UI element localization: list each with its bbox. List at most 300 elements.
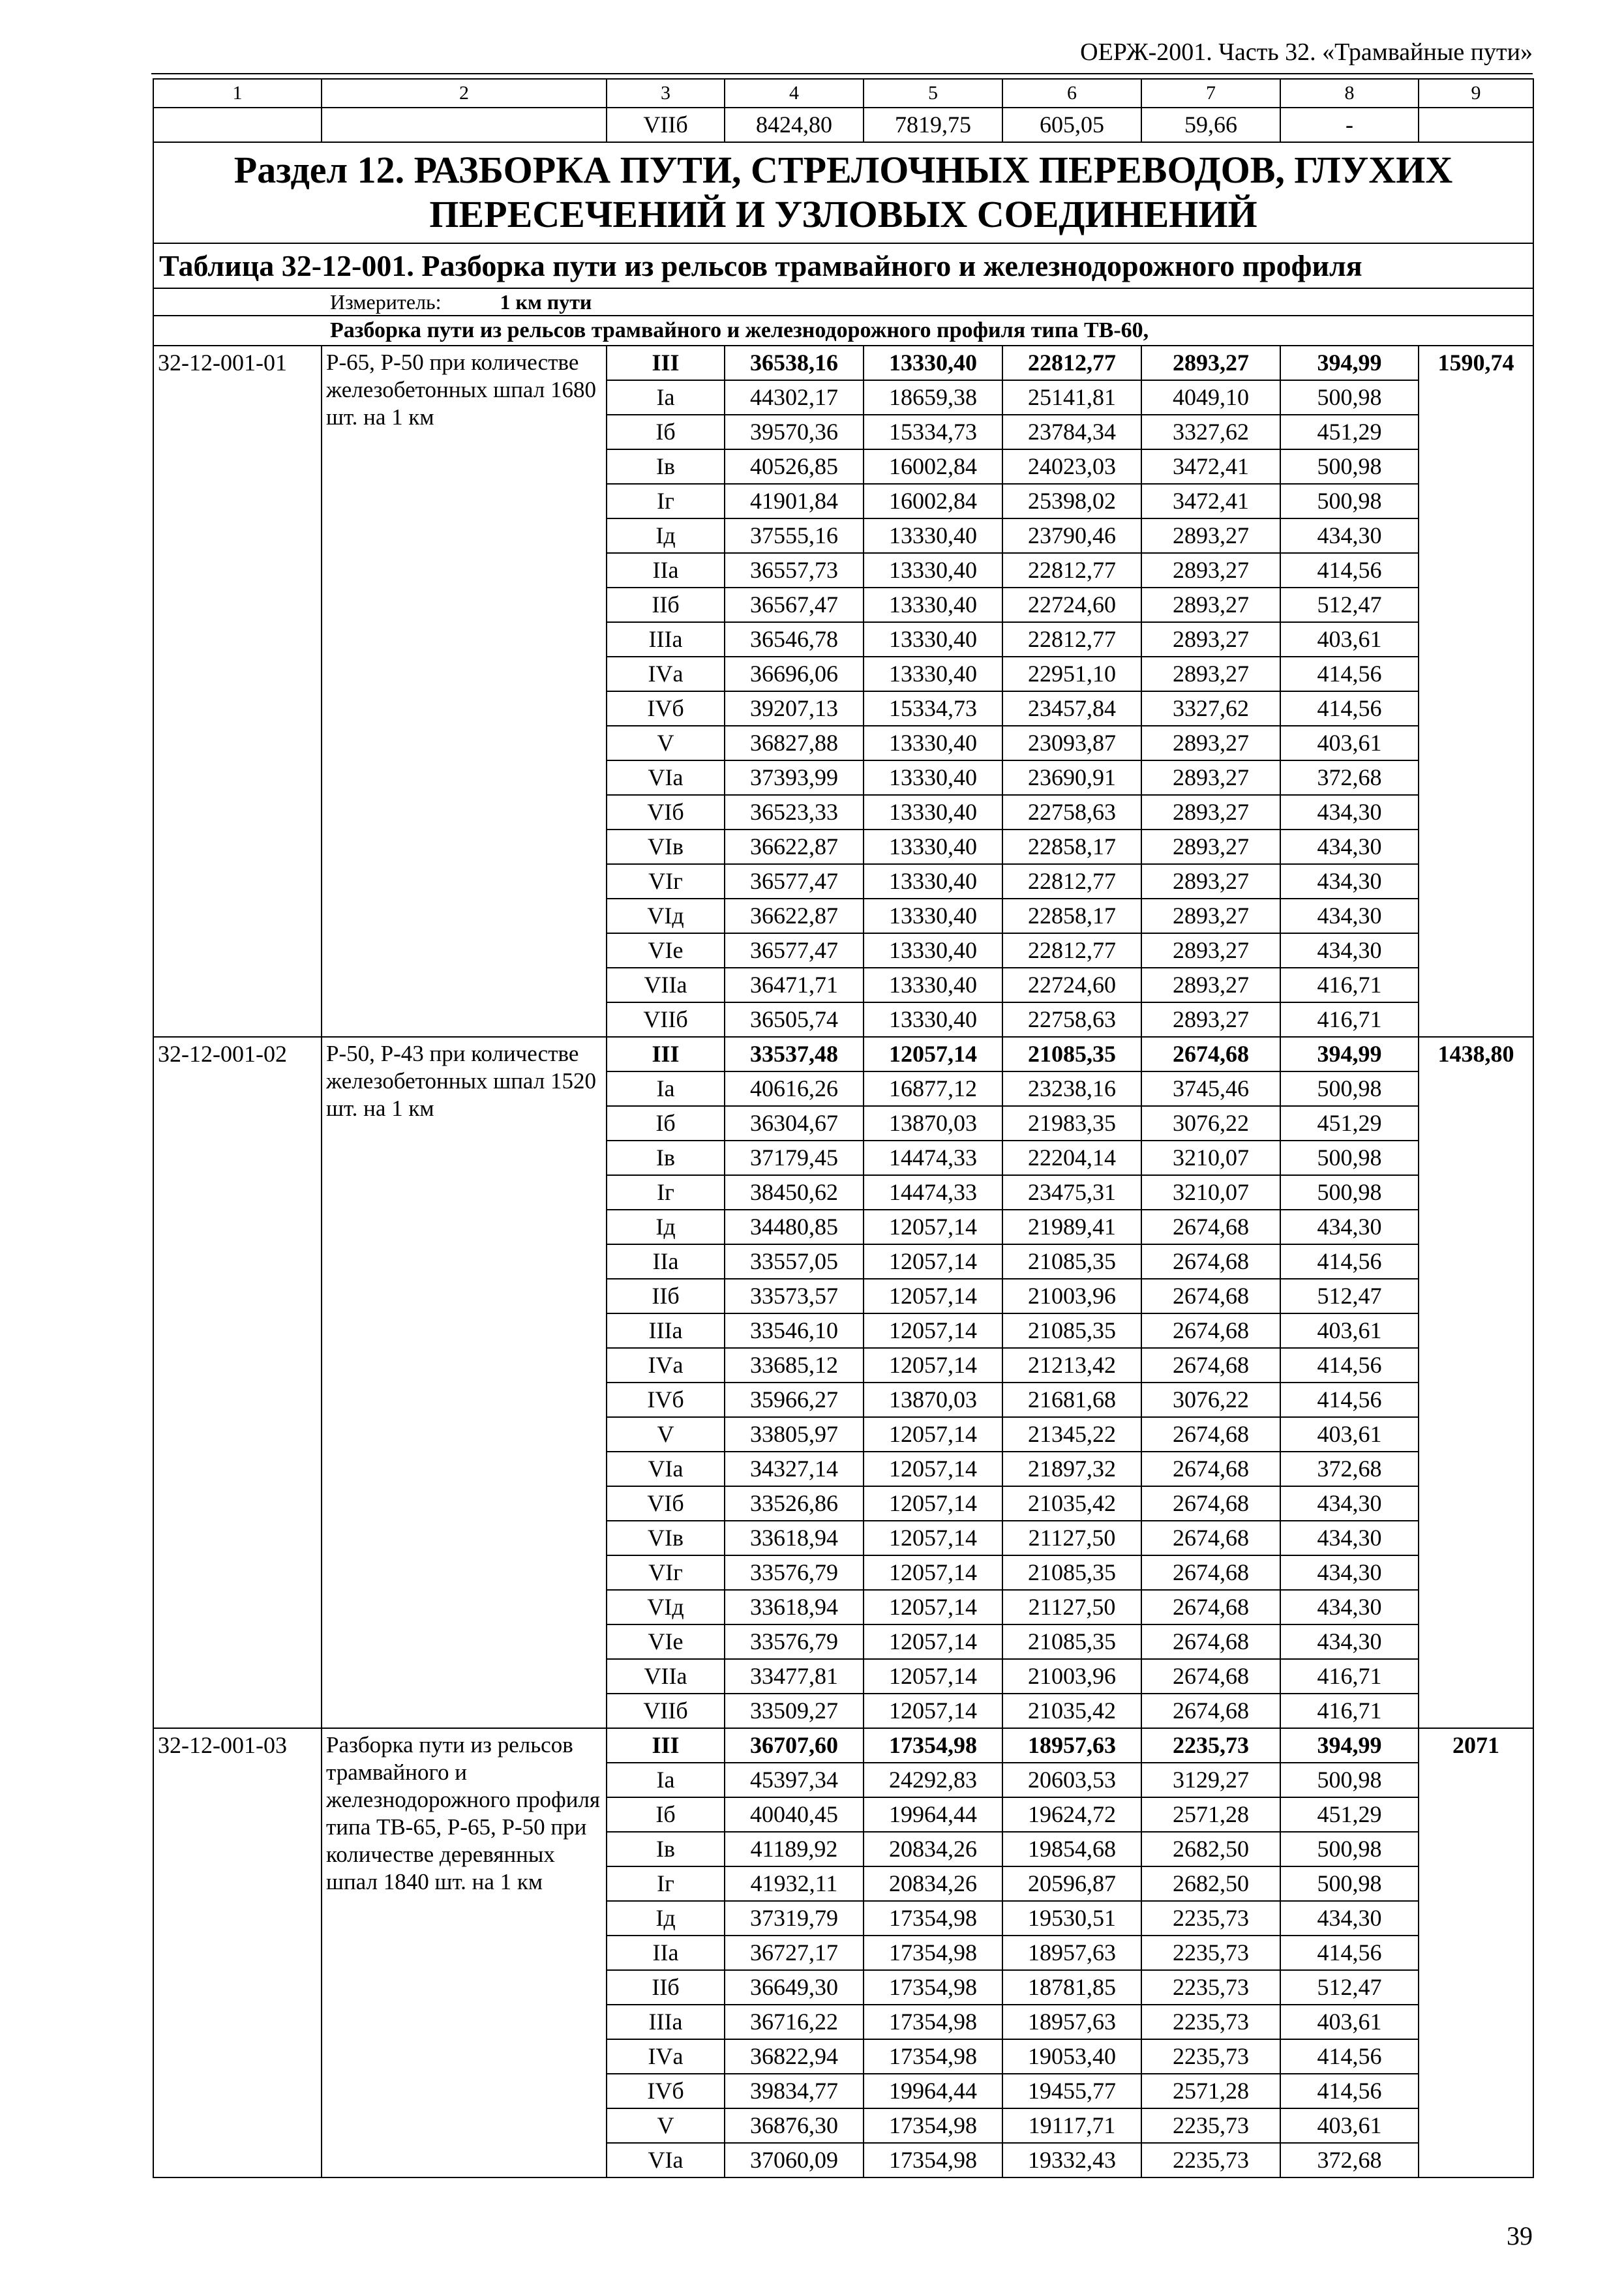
- value-cell: 13330,40: [864, 726, 1002, 760]
- value-cell: 13330,40: [864, 588, 1002, 622]
- value-cell: 2893,27: [1141, 588, 1280, 622]
- zone-cell: IIIа: [607, 1313, 725, 1348]
- value-cell: 2893,27: [1141, 553, 1280, 588]
- value-cell: 35966,27: [725, 1383, 864, 1417]
- value-cell: 21003,96: [1002, 1279, 1141, 1313]
- value-cell: 14474,33: [864, 1175, 1002, 1210]
- value-cell: 36538,16: [725, 346, 864, 380]
- value-cell: 3076,22: [1141, 1383, 1280, 1417]
- value-cell: 2674,68: [1141, 1037, 1280, 1071]
- value-cell: 13330,40: [864, 899, 1002, 933]
- value-cell: 36471,71: [725, 968, 864, 1002]
- value-cell: 13330,40: [864, 346, 1002, 380]
- value-cell: 434,30: [1280, 899, 1419, 933]
- value-cell: 19117,71: [1002, 2108, 1141, 2143]
- value-cell: 37393,99: [725, 760, 864, 795]
- value-cell: 12057,14: [864, 1486, 1002, 1521]
- value-cell: 2674,68: [1141, 1694, 1280, 1728]
- value-cell: 12057,14: [864, 1244, 1002, 1279]
- value-cell: 18781,85: [1002, 1970, 1141, 2005]
- value-cell: 34480,85: [725, 1210, 864, 1244]
- value-cell: 434,30: [1280, 795, 1419, 830]
- value-cell: 19964,44: [864, 1797, 1002, 1832]
- value-cell: 2893,27: [1141, 622, 1280, 657]
- table-title-row: [153, 243, 1533, 288]
- zone-cell: Iб: [607, 1797, 725, 1832]
- zone-cell: VIг: [607, 864, 725, 899]
- value-cell: 394,99: [1280, 1037, 1419, 1071]
- zone-cell: VIд: [607, 1590, 725, 1624]
- value-cell: 2682,50: [1141, 1866, 1280, 1901]
- rate-description: Р-50, Р-43 при количестве железобетонных шпал 1520 шт. на 1 км: [322, 1037, 607, 1728]
- value-cell: 2893,27: [1141, 864, 1280, 899]
- value-cell: 36716,22: [725, 2005, 864, 2039]
- value-cell: 33537,48: [725, 1037, 864, 1071]
- rate-description: Разборка пути из рельсов трамвайного и железнодорожного профиля типа ТВ-65, Р-65, Р-50 при количестве деревянных шпал 1840 шт. на 1 км: [322, 1728, 607, 2177]
- meter: [153, 288, 1533, 316]
- zone-cell: VIIа: [607, 968, 725, 1002]
- value-cell: 605,05: [1002, 108, 1141, 142]
- value-cell: 500,98: [1280, 1763, 1419, 1797]
- value-cell: 16877,12: [864, 1071, 1002, 1106]
- value-cell: 500,98: [1280, 484, 1419, 518]
- zone-cell: Iд: [607, 1210, 725, 1244]
- meter-row: [153, 288, 1533, 316]
- value-cell: 414,56: [1280, 1936, 1419, 1970]
- value-cell: 451,29: [1280, 415, 1419, 449]
- zone-cell: Iв: [607, 1832, 725, 1866]
- rate-code: 32-12-001-03: [153, 1728, 322, 2177]
- value-cell: 512,47: [1280, 588, 1419, 622]
- value-cell: 21085,35: [1002, 1313, 1141, 1348]
- value-cell: 434,30: [1280, 1901, 1419, 1936]
- zone-cell: Iг: [607, 1175, 725, 1210]
- value-cell: 36577,47: [725, 864, 864, 899]
- value-cell: 403,61: [1280, 726, 1419, 760]
- table-row: [153, 346, 1533, 380]
- value-cell: 13330,40: [864, 657, 1002, 691]
- column-number: 7: [1141, 79, 1280, 108]
- value-cell: 36827,88: [725, 726, 864, 760]
- value-cell: 4049,10: [1141, 380, 1280, 415]
- value-cell: 2674,68: [1141, 1452, 1280, 1486]
- value-cell: 2674,68: [1141, 1348, 1280, 1383]
- value-cell: 16002,84: [864, 484, 1002, 518]
- zone-cell: VIд: [607, 899, 725, 933]
- zone-cell: Iб: [607, 1106, 725, 1141]
- value-cell: 414,56: [1280, 2039, 1419, 2074]
- zone-cell: Iд: [607, 518, 725, 553]
- previous-table-row: [153, 108, 1533, 142]
- value-cell: 39207,13: [725, 691, 864, 726]
- running-header: ОЕРЖ-2001. Часть 32. «Трамвайные пути»: [1080, 38, 1533, 66]
- value-cell: 36876,30: [725, 2108, 864, 2143]
- value-cell: 17354,98: [864, 2143, 1002, 2177]
- value-cell: 59,66: [1141, 108, 1280, 142]
- section-title-row: [153, 142, 1533, 243]
- zone-cell: IIб: [607, 1970, 725, 2005]
- value-cell: 34327,14: [725, 1452, 864, 1486]
- value-cell: 451,29: [1280, 1797, 1419, 1832]
- value-cell: 21983,35: [1002, 1106, 1141, 1141]
- value-cell: 36557,73: [725, 553, 864, 588]
- zone-cell: VIIб: [607, 1002, 725, 1037]
- zone-cell: VIа: [607, 2143, 725, 2177]
- zone-cell: IIа: [607, 1244, 725, 1279]
- value-cell: 3076,22: [1141, 1106, 1280, 1141]
- value-cell: 36523,33: [725, 795, 864, 830]
- value-cell: 21003,96: [1002, 1659, 1141, 1694]
- value-cell: 416,71: [1280, 1002, 1419, 1037]
- zone-cell: VIе: [607, 1624, 725, 1659]
- value-cell: 13330,40: [864, 830, 1002, 864]
- value-cell: 23238,16: [1002, 1071, 1141, 1106]
- value-cell: 12057,14: [864, 1417, 1002, 1452]
- column-number: 6: [1002, 79, 1141, 108]
- value-cell: [1419, 108, 1533, 142]
- value-cell: 2571,28: [1141, 2074, 1280, 2108]
- value-cell: 22812,77: [1002, 864, 1141, 899]
- value-cell: 414,56: [1280, 1348, 1419, 1383]
- value-cell: 2893,27: [1141, 346, 1280, 380]
- zone-cell: IIб: [607, 1279, 725, 1313]
- value-cell: 22858,17: [1002, 899, 1141, 933]
- zone-cell: IVб: [607, 691, 725, 726]
- value-cell: 2674,68: [1141, 1417, 1280, 1452]
- value-cell: 33576,79: [725, 1624, 864, 1659]
- value-cell: 414,56: [1280, 553, 1419, 588]
- zone-cell: IVа: [607, 2039, 725, 2074]
- value-cell: 36707,60: [725, 1728, 864, 1763]
- value-cell: 33546,10: [725, 1313, 864, 1348]
- value-cell: 21035,42: [1002, 1694, 1141, 1728]
- value-cell: 12057,14: [864, 1694, 1002, 1728]
- value-cell: 37179,45: [725, 1141, 864, 1175]
- value-cell: 41932,11: [725, 1866, 864, 1901]
- zone-cell: IVа: [607, 657, 725, 691]
- value-cell: 2674,68: [1141, 1624, 1280, 1659]
- zone-cell: Iа: [607, 380, 725, 415]
- value-cell: 12057,14: [864, 1037, 1002, 1071]
- zone-cell: Iб: [607, 415, 725, 449]
- value-cell: 434,30: [1280, 1590, 1419, 1624]
- value-cell: 22951,10: [1002, 657, 1141, 691]
- zone-cell: VIIб: [607, 108, 725, 142]
- value-cell: 403,61: [1280, 2108, 1419, 2143]
- value-cell: 500,98: [1280, 1832, 1419, 1866]
- value-cell: 21681,68: [1002, 1383, 1141, 1417]
- value-cell: 12057,14: [864, 1348, 1002, 1383]
- value-cell: 3210,07: [1141, 1141, 1280, 1175]
- value-cell: 22858,17: [1002, 830, 1141, 864]
- value-cell: 33509,27: [725, 1694, 864, 1728]
- zone-cell: V: [607, 1417, 725, 1452]
- zone-cell: VIв: [607, 1521, 725, 1555]
- meter-value: 1 км пути: [500, 290, 592, 314]
- value-cell: 500,98: [1280, 1175, 1419, 1210]
- value-cell: 21085,35: [1002, 1244, 1141, 1279]
- value-cell: 21085,35: [1002, 1037, 1141, 1071]
- value-cell: 3745,46: [1141, 1071, 1280, 1106]
- value-cell: 500,98: [1280, 380, 1419, 415]
- value-cell: 14474,33: [864, 1141, 1002, 1175]
- value-cell: 33805,97: [725, 1417, 864, 1452]
- value-cell: 33477,81: [725, 1659, 864, 1694]
- value-cell: 18957,63: [1002, 1728, 1141, 1763]
- zone-cell: VIв: [607, 830, 725, 864]
- value-cell: 24023,03: [1002, 449, 1141, 484]
- value-cell: 12057,14: [864, 1521, 1002, 1555]
- value-cell: 2893,27: [1141, 518, 1280, 553]
- value-cell: 22758,63: [1002, 1002, 1141, 1037]
- value-cell: 372,68: [1280, 1452, 1419, 1486]
- value-cell: 434,30: [1280, 1624, 1419, 1659]
- zone-cell: Iа: [607, 1763, 725, 1797]
- value-cell: 2674,68: [1141, 1210, 1280, 1244]
- value-cell: 22812,77: [1002, 346, 1141, 380]
- zone-cell: IVа: [607, 1348, 725, 1383]
- value-cell: 13330,40: [864, 933, 1002, 968]
- value-cell: 13330,40: [864, 864, 1002, 899]
- zone-cell: Iг: [607, 1866, 725, 1901]
- machinist-wages: 1438,80: [1419, 1037, 1533, 1728]
- value-cell: 33526,86: [725, 1486, 864, 1521]
- rate-code: 32-12-001-02: [153, 1037, 322, 1728]
- section-title: Раздел 12. РАЗБОРКА ПУТИ, СТРЕЛОЧНЫХ ПЕРЕВОДОВ, ГЛУХИХ ПЕРЕСЕЧЕНИЙ И УЗЛОВЫХ СОЕДИНЕНИЙ: [153, 142, 1533, 243]
- value-cell: 13330,40: [864, 795, 1002, 830]
- value-cell: 12057,14: [864, 1313, 1002, 1348]
- value-cell: 2674,68: [1141, 1521, 1280, 1555]
- value-cell: 414,56: [1280, 2074, 1419, 2108]
- column-number: 5: [864, 79, 1002, 108]
- value-cell: 8424,80: [725, 108, 864, 142]
- value-cell: 372,68: [1280, 2143, 1419, 2177]
- column-number: 4: [725, 79, 864, 108]
- value-cell: 33576,79: [725, 1555, 864, 1590]
- value-cell: 3129,27: [1141, 1763, 1280, 1797]
- value-cell: 40526,85: [725, 449, 864, 484]
- value-cell: 19624,72: [1002, 1797, 1141, 1832]
- value-cell: 39570,36: [725, 415, 864, 449]
- value-cell: 2893,27: [1141, 726, 1280, 760]
- value-cell: 3327,62: [1141, 691, 1280, 726]
- table-row: [153, 1728, 1533, 1763]
- value-cell: 2235,73: [1141, 2143, 1280, 2177]
- column-number-row: [153, 79, 1533, 108]
- value-cell: 18957,63: [1002, 1936, 1141, 1970]
- value-cell: 36622,87: [725, 830, 864, 864]
- value-cell: 22758,63: [1002, 795, 1141, 830]
- value-cell: 22724,60: [1002, 968, 1141, 1002]
- value-cell: 23475,31: [1002, 1175, 1141, 1210]
- value-cell: 12057,14: [864, 1555, 1002, 1590]
- zone-cell: III: [607, 346, 725, 380]
- value-cell: 19854,68: [1002, 1832, 1141, 1866]
- value-cell: 19053,40: [1002, 2039, 1141, 2074]
- table-title: Таблица 32-12-001. Разборка пути из рельсов трамвайного и железнодорожного профиля: [153, 243, 1533, 288]
- value-cell: 19332,43: [1002, 2143, 1141, 2177]
- value-cell: 21989,41: [1002, 1210, 1141, 1244]
- value-cell: 500,98: [1280, 449, 1419, 484]
- value-cell: 403,61: [1280, 1313, 1419, 1348]
- value-cell: 21345,22: [1002, 1417, 1141, 1452]
- value-cell: 512,47: [1280, 1279, 1419, 1313]
- value-cell: 434,30: [1280, 933, 1419, 968]
- value-cell: 3472,41: [1141, 449, 1280, 484]
- column-number: 9: [1419, 79, 1533, 108]
- value-cell: 414,56: [1280, 1244, 1419, 1279]
- machinist-wages: 1590,74: [1419, 346, 1533, 1037]
- value-cell: 434,30: [1280, 518, 1419, 553]
- value-cell: 2235,73: [1141, 1970, 1280, 2005]
- zone-cell: V: [607, 726, 725, 760]
- value-cell: 2235,73: [1141, 2108, 1280, 2143]
- value-cell: 414,56: [1280, 691, 1419, 726]
- value-cell: 2682,50: [1141, 1832, 1280, 1866]
- value-cell: 41189,92: [725, 1832, 864, 1866]
- value-cell: 2893,27: [1141, 1002, 1280, 1037]
- zone-cell: Iа: [607, 1071, 725, 1106]
- zone-cell: Iв: [607, 1141, 725, 1175]
- value-cell: 24292,83: [864, 1763, 1002, 1797]
- value-cell: 22812,77: [1002, 622, 1141, 657]
- value-cell: 19530,51: [1002, 1901, 1141, 1936]
- zone-cell: IIIа: [607, 2005, 725, 2039]
- value-cell: 36567,47: [725, 588, 864, 622]
- value-cell: 20834,26: [864, 1866, 1002, 1901]
- value-cell: 2893,27: [1141, 933, 1280, 968]
- value-cell: 36577,47: [725, 933, 864, 968]
- value-cell: 20603,53: [1002, 1763, 1141, 1797]
- value-cell: 21085,35: [1002, 1555, 1141, 1590]
- value-cell: 36727,17: [725, 1936, 864, 1970]
- value-cell: 13330,40: [864, 622, 1002, 657]
- value-cell: 2893,27: [1141, 899, 1280, 933]
- value-cell: 37060,09: [725, 2143, 864, 2177]
- value-cell: 21035,42: [1002, 1486, 1141, 1521]
- value-cell: 44302,17: [725, 380, 864, 415]
- zone-cell: III: [607, 1037, 725, 1071]
- zone-cell: VIа: [607, 1452, 725, 1486]
- value-cell: 500,98: [1280, 1071, 1419, 1106]
- rates-table: [153, 78, 1534, 2178]
- value-cell: 13330,40: [864, 1002, 1002, 1037]
- subheading-row: [153, 316, 1533, 346]
- value-cell: 21127,50: [1002, 1590, 1141, 1624]
- meter-label: Измеритель:: [330, 290, 442, 314]
- rate-code: 32-12-001-01: [153, 346, 322, 1037]
- value-cell: 434,30: [1280, 1555, 1419, 1590]
- value-cell: 36696,06: [725, 657, 864, 691]
- value-cell: 12057,14: [864, 1659, 1002, 1694]
- zone-cell: IIб: [607, 588, 725, 622]
- zone-cell: VIе: [607, 933, 725, 968]
- value-cell: 20596,87: [1002, 1866, 1141, 1901]
- zone-cell: VIб: [607, 1486, 725, 1521]
- value-cell: 2893,27: [1141, 795, 1280, 830]
- zone-cell: VIг: [607, 1555, 725, 1590]
- subheading: Разборка пути из рельсов трамвайного и железнодорожного профиля типа ТВ-60,: [153, 316, 1533, 346]
- value-cell: 13870,03: [864, 1106, 1002, 1141]
- value-cell: 36622,87: [725, 899, 864, 933]
- value-cell: 500,98: [1280, 1141, 1419, 1175]
- value-cell: 2674,68: [1141, 1279, 1280, 1313]
- value-cell: 33573,57: [725, 1279, 864, 1313]
- value-cell: 37555,16: [725, 518, 864, 553]
- value-cell: 13330,40: [864, 518, 1002, 553]
- value-cell: 3327,62: [1141, 415, 1280, 449]
- value-cell: 39834,77: [725, 2074, 864, 2108]
- value-cell: 512,47: [1280, 1970, 1419, 2005]
- zone-cell: IVб: [607, 1383, 725, 1417]
- value-cell: 17354,98: [864, 2039, 1002, 2074]
- zone-cell: IIа: [607, 1936, 725, 1970]
- value-cell: 40040,45: [725, 1797, 864, 1832]
- value-cell: 21127,50: [1002, 1521, 1141, 1555]
- value-cell: 19455,77: [1002, 2074, 1141, 2108]
- zone-cell: VIIа: [607, 1659, 725, 1694]
- value-cell: 21897,32: [1002, 1452, 1141, 1486]
- value-cell: 12057,14: [864, 1279, 1002, 1313]
- value-cell: 12057,14: [864, 1210, 1002, 1244]
- value-cell: 2674,68: [1141, 1590, 1280, 1624]
- zone-cell: IIа: [607, 553, 725, 588]
- value-cell: 17354,98: [864, 2108, 1002, 2143]
- value-cell: 2893,27: [1141, 760, 1280, 795]
- value-cell: 40616,26: [725, 1071, 864, 1106]
- value-cell: 2893,27: [1141, 657, 1280, 691]
- value-cell: 2893,27: [1141, 830, 1280, 864]
- code-cell: [153, 108, 322, 142]
- value-cell: 2674,68: [1141, 1659, 1280, 1694]
- value-cell: 36546,78: [725, 622, 864, 657]
- value-cell: 414,56: [1280, 1383, 1419, 1417]
- value-cell: 2674,68: [1141, 1313, 1280, 1348]
- value-cell: 17354,98: [864, 1901, 1002, 1936]
- value-cell: 25141,81: [1002, 380, 1141, 415]
- zone-cell: VIа: [607, 760, 725, 795]
- value-cell: 416,71: [1280, 1694, 1419, 1728]
- value-cell: 33618,94: [725, 1590, 864, 1624]
- value-cell: 15334,73: [864, 691, 1002, 726]
- value-cell: 16002,84: [864, 449, 1002, 484]
- value-cell: 403,61: [1280, 622, 1419, 657]
- value-cell: 13330,40: [864, 760, 1002, 795]
- zone-cell: V: [607, 2108, 725, 2143]
- value-cell: 23690,91: [1002, 760, 1141, 795]
- value-cell: 36505,74: [725, 1002, 864, 1037]
- value-cell: 33557,05: [725, 1244, 864, 1279]
- value-cell: 17354,98: [864, 1728, 1002, 1763]
- value-cell: 37319,79: [725, 1901, 864, 1936]
- column-number: 1: [153, 79, 322, 108]
- value-cell: 12057,14: [864, 1624, 1002, 1659]
- value-cell: 2893,27: [1141, 968, 1280, 1002]
- value-cell: 13870,03: [864, 1383, 1002, 1417]
- value-cell: 500,98: [1280, 1866, 1419, 1901]
- zone-cell: Iг: [607, 484, 725, 518]
- value-cell: 18659,38: [864, 380, 1002, 415]
- value-cell: 38450,62: [725, 1175, 864, 1210]
- value-cell: 434,30: [1280, 830, 1419, 864]
- value-cell: 36822,94: [725, 2039, 864, 2074]
- value-cell: 17354,98: [864, 1970, 1002, 2005]
- value-cell: 7819,75: [864, 108, 1002, 142]
- value-cell: 2571,28: [1141, 1797, 1280, 1832]
- value-cell: 17354,98: [864, 1936, 1002, 1970]
- value-cell: 15334,73: [864, 415, 1002, 449]
- value-cell: 2674,68: [1141, 1555, 1280, 1590]
